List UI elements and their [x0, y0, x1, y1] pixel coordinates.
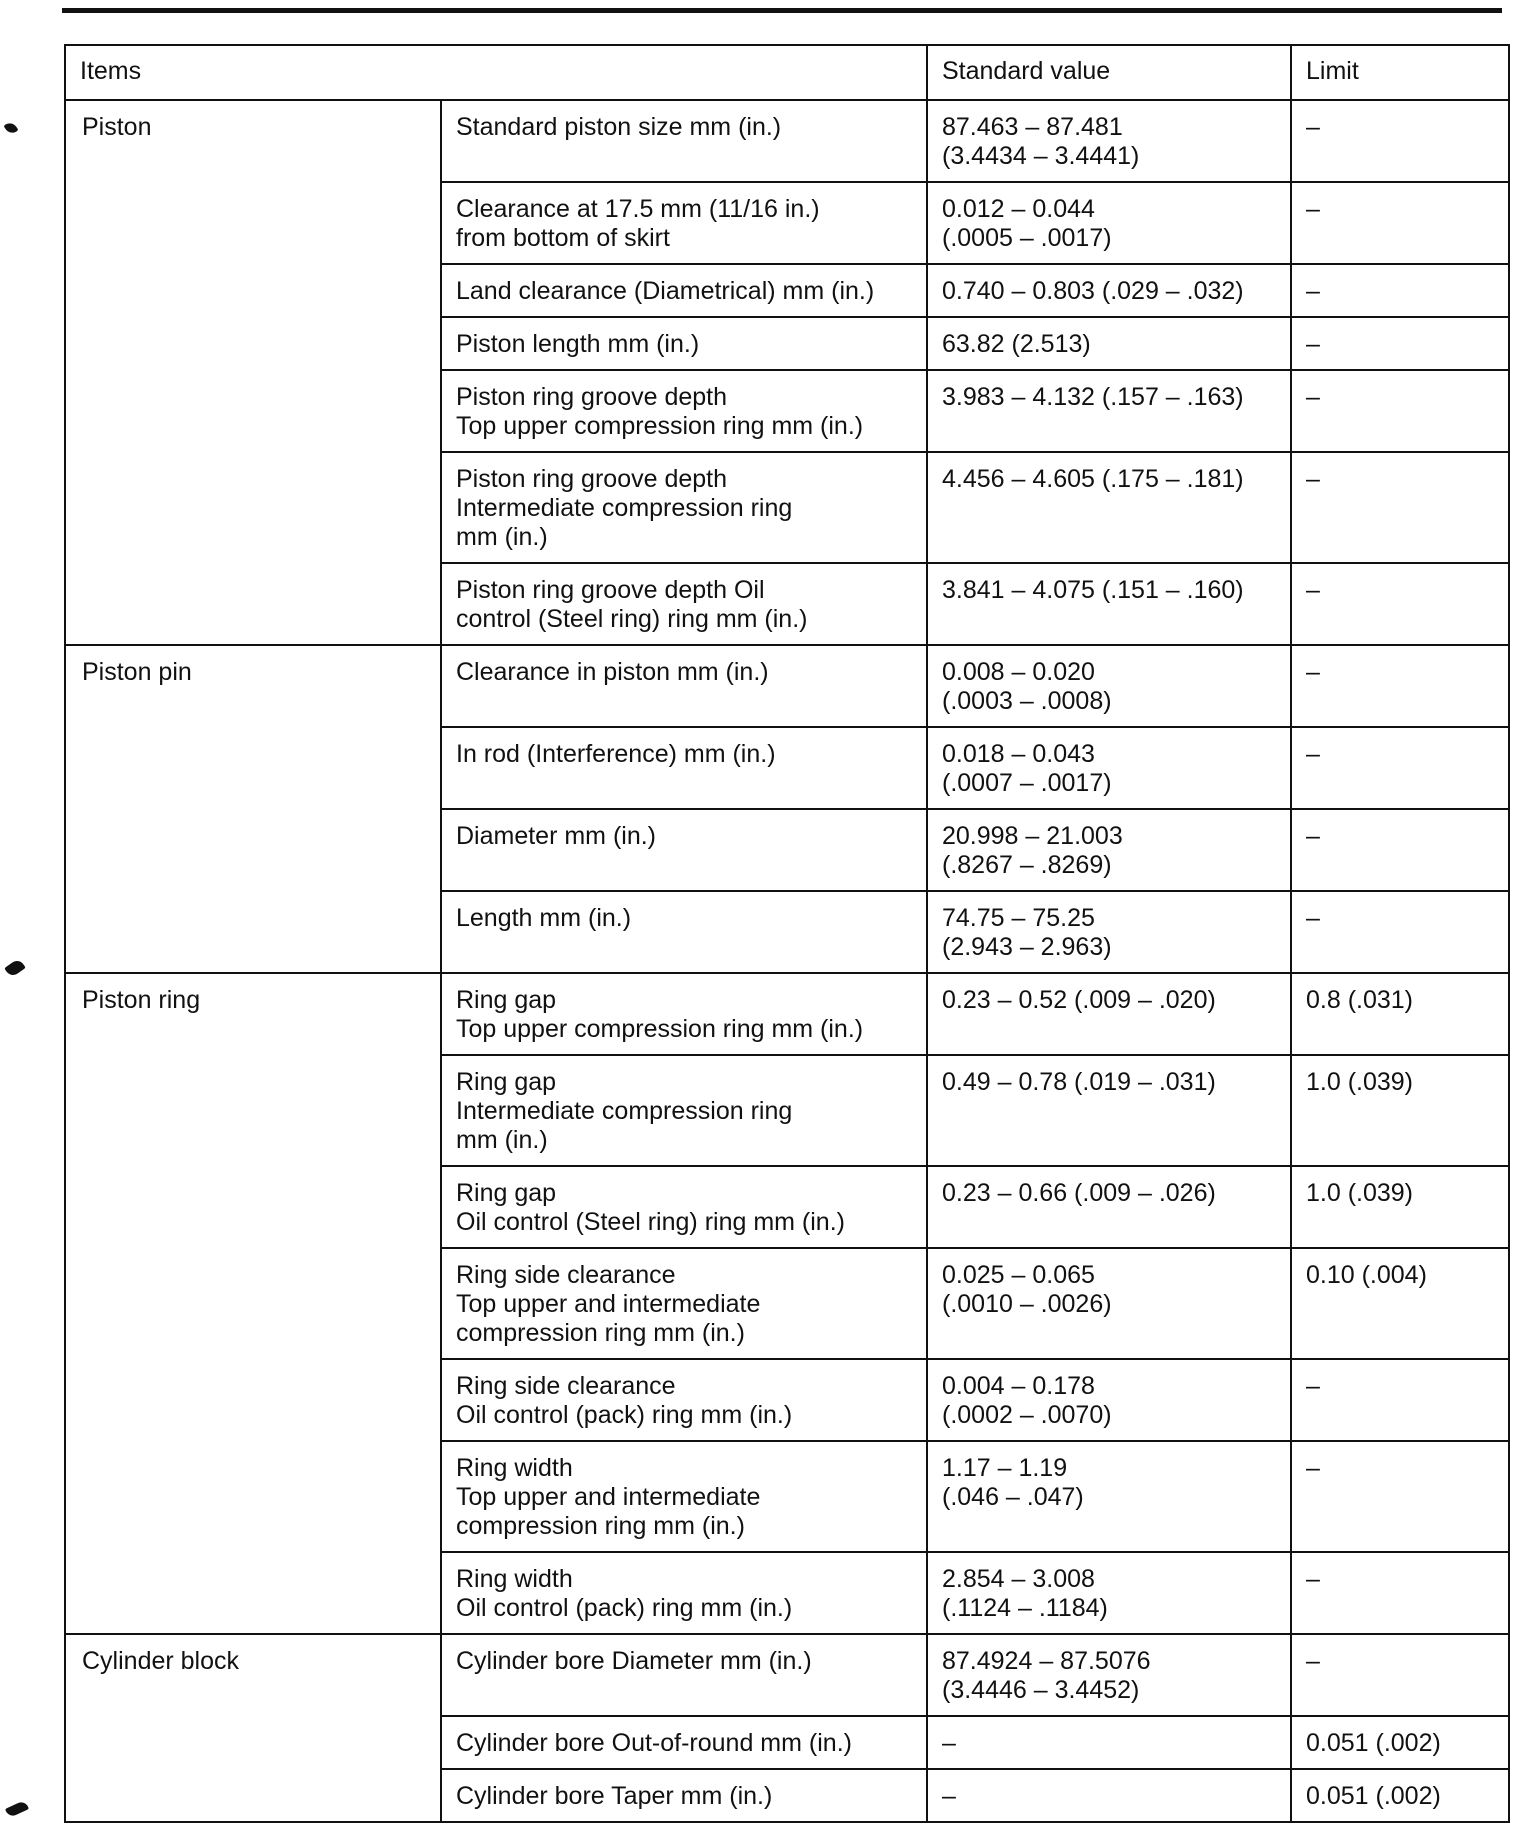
- table-row: [65, 645, 1509, 727]
- standard-value-cell: 74.75 – 75.25 (2.943 – 2.963): [927, 891, 1291, 973]
- standard-value-cell: 20.998 – 21.003 (.8267 – .8269): [927, 809, 1291, 891]
- limit-cell: 0.051 (.002): [1291, 1769, 1509, 1822]
- standard-value-cell: 87.463 – 87.481 (3.4434 – 3.4441): [927, 100, 1291, 182]
- table-row: [65, 1634, 1509, 1716]
- margin-mark: [4, 958, 26, 978]
- item-cell: Ring gap Intermediate compression ring mm (in.): [441, 1055, 927, 1166]
- limit-cell: –: [1291, 727, 1509, 809]
- item-cell: Standard piston size mm (in.): [441, 100, 927, 182]
- item-cell: Clearance in piston mm (in.): [441, 645, 927, 727]
- standard-value-cell: 3.841 – 4.075 (.151 – .160): [927, 563, 1291, 645]
- group-name-cell: Piston ring: [65, 973, 441, 1634]
- item-cell: Ring side clearance Oil control (pack) ring mm (in.): [441, 1359, 927, 1441]
- limit-cell: –: [1291, 317, 1509, 370]
- standard-value-cell: 1.17 – 1.19 (.046 – .047): [927, 1441, 1291, 1552]
- item-cell: Piston ring groove depth Oil control (Steel ring) ring mm (in.): [441, 563, 927, 645]
- item-cell: Cylinder bore Taper mm (in.): [441, 1769, 927, 1822]
- limit-cell: 1.0 (.039): [1291, 1166, 1509, 1248]
- limit-cell: –: [1291, 1359, 1509, 1441]
- top-rule: [62, 8, 1502, 13]
- limit-cell: –: [1291, 1441, 1509, 1552]
- item-cell: In rod (Interference) mm (in.): [441, 727, 927, 809]
- table-row: [65, 973, 1509, 1055]
- standard-value-cell: 0.018 – 0.043 (.0007 – .0017): [927, 727, 1291, 809]
- standard-value-cell: 0.23 – 0.66 (.009 – .026): [927, 1166, 1291, 1248]
- item-cell: Ring width Oil control (pack) ring mm (in.): [441, 1552, 927, 1634]
- group-name-cell: Piston: [65, 100, 441, 645]
- limit-cell: –: [1291, 1552, 1509, 1634]
- limit-cell: –: [1291, 264, 1509, 317]
- limit-cell: –: [1291, 891, 1509, 973]
- margin-mark: [5, 1800, 29, 1818]
- limit-cell: –: [1291, 100, 1509, 182]
- limit-cell: –: [1291, 452, 1509, 563]
- header-items: Items: [65, 45, 927, 100]
- standard-value-cell: 63.82 (2.513): [927, 317, 1291, 370]
- limit-cell: –: [1291, 370, 1509, 452]
- limit-cell: –: [1291, 1634, 1509, 1716]
- item-cell: Piston ring groove depth Top upper compression ring mm (in.): [441, 370, 927, 452]
- standard-value-cell: –: [927, 1716, 1291, 1769]
- standard-value-cell: 4.456 – 4.605 (.175 – .181): [927, 452, 1291, 563]
- limit-cell: 0.8 (.031): [1291, 973, 1509, 1055]
- specification-table-body: [65, 45, 1509, 1822]
- item-cell: Piston length mm (in.): [441, 317, 927, 370]
- item-cell: Ring gap Top upper compression ring mm (in.): [441, 973, 927, 1055]
- standard-value-cell: 2.854 – 3.008 (.1124 – .1184): [927, 1552, 1291, 1634]
- standard-value-cell: 0.004 – 0.178 (.0002 – .0070): [927, 1359, 1291, 1441]
- standard-value-cell: 0.008 – 0.020 (.0003 – .0008): [927, 645, 1291, 727]
- header-standard-value: Standard value: [927, 45, 1291, 100]
- standard-value-cell: 3.983 – 4.132 (.157 – .163): [927, 370, 1291, 452]
- standard-value-cell: 87.4924 – 87.5076 (3.4446 – 3.4452): [927, 1634, 1291, 1716]
- limit-cell: –: [1291, 645, 1509, 727]
- group-name-cell: Piston pin: [65, 645, 441, 973]
- limit-cell: –: [1291, 563, 1509, 645]
- item-cell: Cylinder bore Out-of-round mm (in.): [441, 1716, 927, 1769]
- limit-cell: 1.0 (.039): [1291, 1055, 1509, 1166]
- limit-cell: –: [1291, 182, 1509, 264]
- item-cell: Cylinder bore Diameter mm (in.): [441, 1634, 927, 1716]
- limit-cell: –: [1291, 809, 1509, 891]
- limit-cell: 0.10 (.004): [1291, 1248, 1509, 1359]
- item-cell: Diameter mm (in.): [441, 809, 927, 891]
- item-cell: Ring width Top upper and intermediate compression ring mm (in.): [441, 1441, 927, 1552]
- limit-cell: 0.051 (.002): [1291, 1716, 1509, 1769]
- item-cell: Piston ring groove depth Intermediate compression ring mm (in.): [441, 452, 927, 563]
- standard-value-cell: 0.23 – 0.52 (.009 – .020): [927, 973, 1291, 1055]
- margin-mark: [3, 120, 18, 136]
- header-limit: Limit: [1291, 45, 1509, 100]
- item-cell: Land clearance (Diametrical) mm (in.): [441, 264, 927, 317]
- group-name-cell: Cylinder block: [65, 1634, 441, 1822]
- table-header-row: [65, 45, 1509, 100]
- table-row: [65, 100, 1509, 182]
- item-cell: Length mm (in.): [441, 891, 927, 973]
- standard-value-cell: –: [927, 1769, 1291, 1822]
- item-cell: Ring side clearance Top upper and intermediate compression ring mm (in.): [441, 1248, 927, 1359]
- standard-value-cell: 0.012 – 0.044 (.0005 – .0017): [927, 182, 1291, 264]
- standard-value-cell: 0.740 – 0.803 (.029 – .032): [927, 264, 1291, 317]
- item-cell: Ring gap Oil control (Steel ring) ring mm (in.): [441, 1166, 927, 1248]
- item-cell: Clearance at 17.5 mm (11/16 in.) from bottom of skirt: [441, 182, 927, 264]
- standard-value-cell: 0.025 – 0.065 (.0010 – .0026): [927, 1248, 1291, 1359]
- standard-value-cell: 0.49 – 0.78 (.019 – .031): [927, 1055, 1291, 1166]
- specification-table: [64, 44, 1510, 1823]
